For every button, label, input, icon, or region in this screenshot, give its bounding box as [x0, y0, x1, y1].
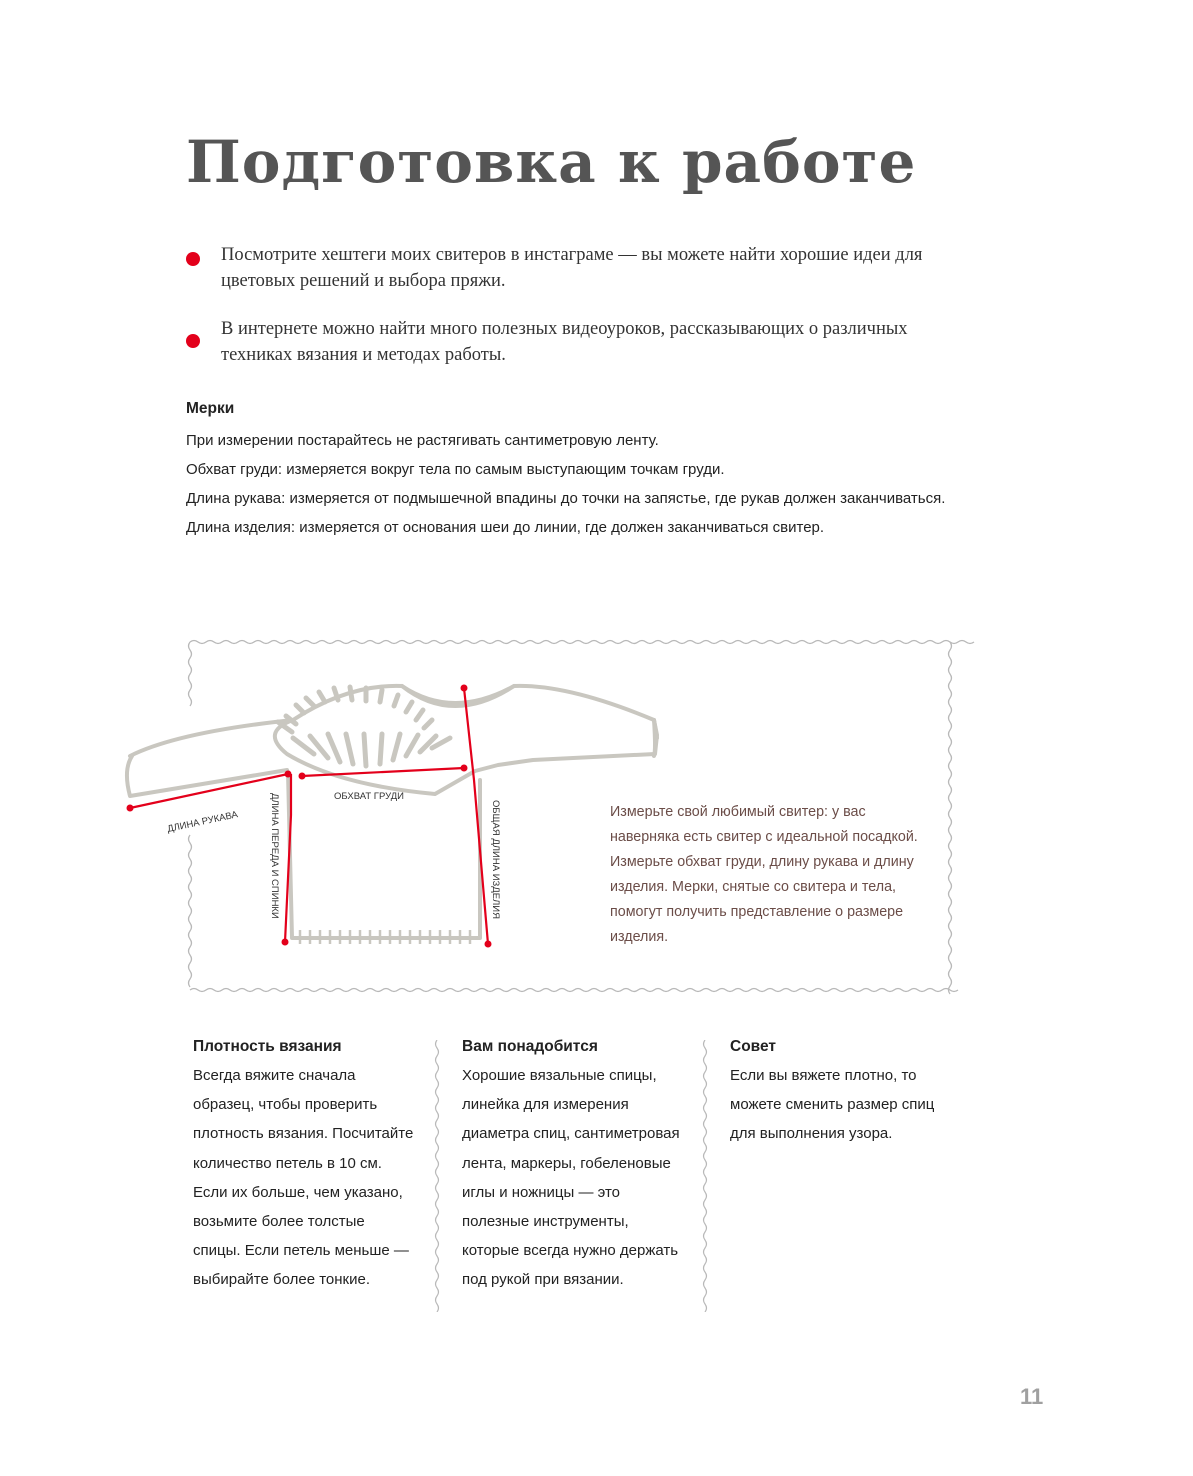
label-chest: ОБХВАТ ГРУДИ	[334, 791, 404, 802]
bullet-item	[186, 242, 946, 294]
frame-border	[189, 642, 192, 987]
page-number: 11	[1020, 1384, 1044, 1409]
bullet-item	[186, 316, 946, 368]
label-sleeve-length: ДЛИНА РУКАВА	[166, 809, 239, 835]
page-title: Подготовка к работе	[186, 128, 917, 196]
column-heading: Совет	[730, 1038, 776, 1055]
column-heading: Вам понадобится	[462, 1038, 598, 1055]
measurement-line: Длина рукава: измеряется от подмышечной впадины до точки на запястье, где рукав должен заканчиваться.	[186, 490, 946, 507]
column-divider	[430, 1040, 444, 1312]
frame-border	[190, 641, 974, 644]
measurement-line: При измерении постарайтесь не растягивать сантиметровую ленту.	[186, 432, 659, 449]
column-tip	[730, 1038, 965, 1149]
sweater-drawing	[127, 686, 657, 938]
bullet-text: Посмотрите хештеги моих свитеров в инстаграме — вы можете найти хорошие идеи для цветовых решений и выбора пряжи.	[221, 245, 923, 291]
measurement-lines	[130, 688, 488, 944]
bullet-text: В интернете можно найти много полезных видеоуроков, рассказывающих о различных техниках вязания и методах работы.	[221, 319, 908, 365]
measurements-heading: Мерки	[186, 400, 235, 417]
measurement-points	[127, 685, 492, 948]
diagram-caption: Измерьте свой любимый свитер: у вас наверняка есть свитер с идеальной посадкой. Измерьте обхват груди, длину рукава и длину изделия. Мерки, снятые со свитера и тела, помогут получить представление о размере изделия.	[610, 804, 918, 945]
measurements-section	[186, 400, 986, 542]
label-total-length: ОБЩАЯ ДЛИНА ИЗДЕЛИЯ	[490, 800, 501, 919]
column-heading: Плотность вязания	[193, 1038, 342, 1055]
measurement-line: Обхват груди: измеряется вокруг тела по самым выступающим точкам груди.	[186, 461, 725, 478]
label-front-back-length: ДЛИНА ПЕРЕДА И СПИНКИ	[269, 793, 280, 919]
red-dot-icon	[186, 334, 200, 348]
measurement-line: Длина изделия: измеряется от основания шеи до линии, где должен заканчиваться свитер.	[186, 519, 825, 536]
column-gauge	[193, 1038, 428, 1295]
red-dot-icon	[186, 252, 200, 266]
column-materials	[462, 1038, 697, 1295]
frame-border	[190, 989, 958, 992]
column-body: Хорошие вязальные спицы, линейка для измерения диаметра спиц, сантиметровая лента, маркеры, гобеленовые иглы и ножницы — это полезные инструменты, которые всегда нужно держать под рукой при вязании.	[462, 1067, 680, 1289]
column-body: Всегда вяжите сначала образец, чтобы проверить плотность вязания. Посчитайте количество петель в 10 см. Если их больше, чем указано, возьмите более толстые спицы. Если петель меньше — выбирайте более тонкие.	[193, 1067, 414, 1289]
column-divider	[698, 1040, 712, 1312]
column-body: Если вы вяжете плотно, то можете сменить размер спиц для выполнения узора.	[730, 1067, 935, 1143]
frame-border	[949, 642, 952, 994]
